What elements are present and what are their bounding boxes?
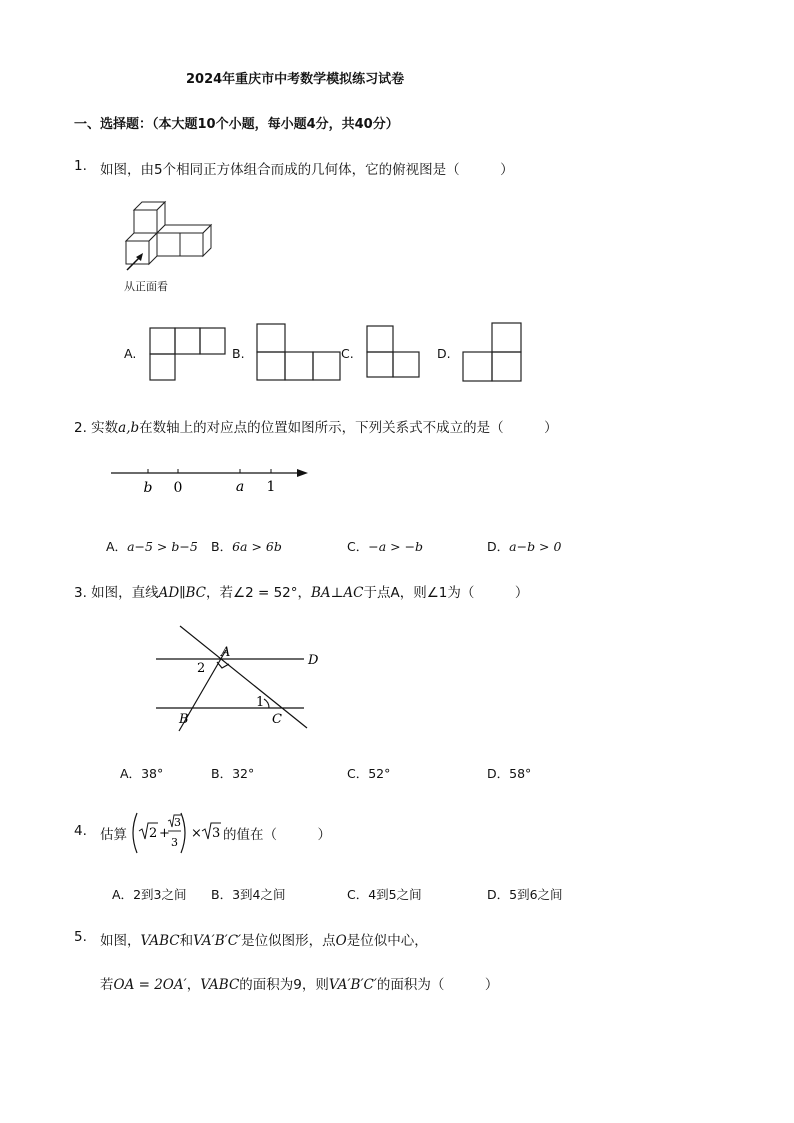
q4-frac-num: 3	[174, 816, 181, 829]
q2-text: 2. 实数a,b在数轴上的对应点的位置如图所示，下列关系式不成立的是（ ）	[74, 420, 558, 436]
page-title: 2024年重庆市中考数学模拟练习试卷	[186, 72, 405, 87]
q3-option-a[interactable]: A．38°	[120, 766, 164, 781]
q5-number: 5.	[74, 929, 87, 945]
q1-option-c-label[interactable]: C.	[341, 346, 354, 361]
q1-option-c-figure[interactable]	[366, 325, 422, 379]
q3-label-b: B	[179, 712, 189, 727]
q4-option-a[interactable]: A．2到3之间	[112, 887, 187, 902]
q2-option-b[interactable]: B．6a > 6b	[211, 539, 282, 554]
q3-option-c[interactable]: C．52°	[347, 766, 391, 781]
q3-option-d[interactable]: D．58°	[487, 766, 532, 781]
q3-text: 3. 如图，直线AD∥BC，若∠2 = 52°，BA⊥AC于点A，则∠1为（ ）	[74, 585, 529, 601]
q4-number: 4.	[74, 823, 87, 839]
q1-option-b-label[interactable]: B.	[232, 346, 245, 361]
q1-option-a-figure[interactable]	[149, 327, 229, 382]
q5-line1: 如图，VABC和VA′B′C′是位似图形，点O是位似中心，	[100, 933, 428, 949]
q2-option-c[interactable]: C．−a > −b	[347, 539, 424, 554]
q3-label-c: C	[272, 712, 282, 727]
q1-text: 如图，由5个相同正方体组合而成的几何体，它的俯视图是（ ）	[100, 162, 514, 178]
q1-view-caption: 从正面看	[124, 280, 168, 293]
q1-option-a-label[interactable]: A.	[124, 346, 137, 361]
q3-label-a: A	[221, 645, 231, 660]
q1-number: 1.	[74, 158, 87, 174]
q4-option-d[interactable]: D．5到6之间	[487, 887, 563, 902]
q4-suffix: 的值在（ ）	[223, 827, 331, 843]
q2-option-d[interactable]: D．a−b > 0	[487, 539, 562, 554]
q4-times: ×	[191, 826, 202, 841]
q4-sqrt2-radicand: 2	[149, 826, 158, 841]
q3-option-b[interactable]: B．32°	[211, 766, 255, 781]
q2-axis-label-1: 1	[266, 479, 276, 495]
q3-label-1: 1	[256, 695, 265, 710]
q3-geometry-figure	[150, 622, 328, 737]
q4-option-b[interactable]: B．3到4之间	[211, 887, 286, 902]
q2-axis-label-0: 0	[173, 480, 183, 496]
q2-axis-label-b: b	[143, 480, 153, 496]
q3-label-d: D	[308, 653, 319, 668]
q3-label-2: 2	[197, 661, 206, 676]
q2-option-a[interactable]: A．a−5 > b−5	[106, 539, 198, 554]
q2-number-line	[108, 462, 314, 498]
q1-3d-figure	[118, 198, 218, 273]
q4-sqrt3-radicand: 3	[212, 826, 221, 841]
q4-plus: +	[159, 826, 170, 841]
q2-axis-label-a: a	[235, 479, 245, 495]
q4-frac-den: 3	[171, 836, 178, 849]
q4-prefix: 估算	[100, 827, 127, 843]
q1-option-d-label[interactable]: D.	[437, 346, 451, 361]
section-heading: 一、选择题：（本大题10个小题，每小题4分，共40分）	[74, 117, 399, 132]
q5-line2: 若OA = 2OA′，VABC的面积为9，则VA′B′C′的面积为（ ）	[100, 977, 499, 993]
q1-option-d-figure[interactable]	[462, 322, 524, 383]
q4-option-c[interactable]: C．4到5之间	[347, 887, 422, 902]
q1-option-b-figure[interactable]	[256, 323, 342, 383]
